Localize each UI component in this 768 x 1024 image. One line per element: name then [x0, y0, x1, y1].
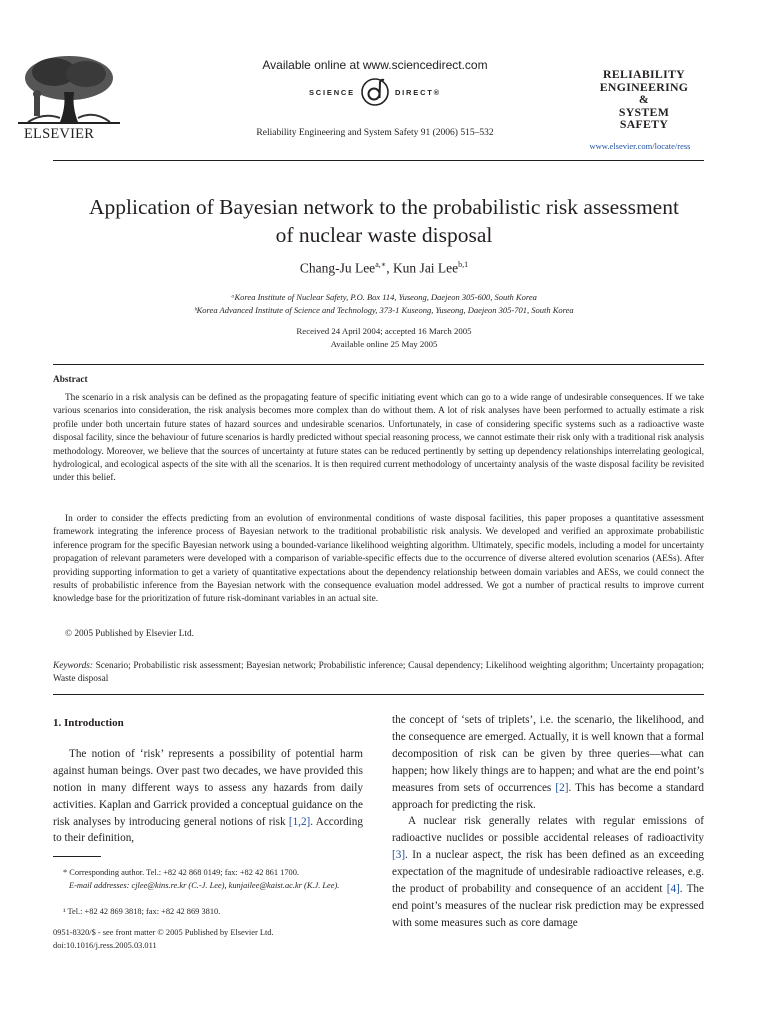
- keywords-label: Keywords:: [53, 661, 93, 671]
- intro-text: . This has become a standard approach for predicting the risk.: [392, 781, 704, 811]
- publisher-wordmark: ELSEVIER: [24, 126, 95, 142]
- keywords: [53, 660, 704, 687]
- journal-title-block: [588, 68, 700, 131]
- citation-link[interactable]: [1,2]: [288, 815, 311, 828]
- intro-text: . According to their definition,: [53, 815, 363, 845]
- footnote-email: E-mail addresses: cjlee@kins.re.kr (C.-J. Lee), kunjailee@kaist.ac.kr (K.J. Lee).: [69, 881, 340, 890]
- author-list: [60, 260, 708, 277]
- intro-paragraph-1: [53, 746, 363, 847]
- author-sup: b,1: [458, 260, 469, 269]
- intro-paragraph-1-cont: [392, 712, 704, 813]
- footnote-tel: ¹ Tel.: +82 42 869 3818; fax: +82 42 869 3810.: [63, 907, 221, 916]
- received-date: Received 24 April 2004; accepted 16 March 2005: [296, 326, 472, 336]
- elsevier-tree-logo-icon: [14, 52, 124, 124]
- affiliation-a: ᵃKorea Institute of Nuclear Safety, P.O. Box 114, Yuseong, Daejeon 305-600, South Korea: [231, 292, 537, 302]
- keywords-list: Scenario; Probabilistic risk assessment; Bayesian network; Probabilistic inference; Causal dependency; Likelihood weighting algorithm; Uncertainty propagation; Waste disposal: [53, 661, 704, 685]
- abstract-copyright: © 2005 Published by Elsevier Ltd.: [65, 629, 194, 639]
- sciencedirect-logo: [260, 75, 490, 109]
- journal-title-line: ENGINEERING: [599, 79, 689, 94]
- citation-link[interactable]: [2]: [555, 781, 569, 794]
- abstract-bottom-rule: [53, 694, 704, 695]
- journal-url-link[interactable]: www.elsevier.com/locate/ress: [589, 141, 691, 151]
- journal-title-line: SYSTEM: [618, 104, 670, 119]
- available-online-text: Available online at www.sciencedirect.com: [262, 58, 488, 72]
- citation-link[interactable]: [4]: [666, 883, 680, 896]
- intro-text: . In a nuclear aspect, the risk has been defined as an exceeding expectation of the magnitude of undesirable radioactive releases, e.g. the product of probability and consequence of an accident: [392, 849, 704, 896]
- title-line: Application of Bayesian network to the probabilistic risk assessment: [89, 195, 679, 219]
- citation-link[interactable]: [3]: [392, 849, 406, 862]
- sciencedirect-right-text: DIRECT®: [394, 87, 441, 97]
- journal-title-line: SAFETY: [619, 117, 669, 132]
- footnote-corresponding-author: * Corresponding author. Tel.: +82 42 868 0149; fax: +82 42 861 1700.: [63, 868, 299, 877]
- intro-text: the concept of ‘sets of triplets’, i.e. the scenario, the likelihood, and the consequence are emerged. Actually, it is well known that a formal decomposition of risk can be given by three queries—what can happen; how likely things are to happen; and what are the end point’s measures from sets of occurrences: [392, 714, 704, 794]
- footnote-separator: [53, 856, 101, 857]
- intro-text: A nuclear risk generally relates with regular emissions of radioactive nuclides or possible accidental releases of radioactivity: [392, 815, 704, 845]
- front-matter-issn: 0951-8320/$ - see front matter © 2005 Published by Elsevier Ltd.: [53, 928, 274, 937]
- title-line: of nuclear waste disposal: [275, 223, 493, 247]
- article-title: [60, 193, 708, 249]
- abstract-paragraph-1: The scenario in a risk analysis can be defined as the propagating feature of specific initiating event which can go to a wide range of undesirable consequences. If we take various scenarios into consideration, the risk analysis becomes more complex than do without them. A lot of risk analyses have been performed to actually estimate a risk profile under both uncertain future states of hazard sources and undesirable scenarios. Unfortunately, in case of considering specific systems such as a radioactive waste disposal facility, since the behaviour of future scenarios is hardly predicted without special reasoning process, we cannot estimate their risk only with a traditional risk analysis methodology. Moreover, we believe that the sources of uncertainty at future states can be reduced pertinently by setting up dependency relationships interrelating geological, hydrological, and ecological aspects of the site with all the scenarios. It is then required current methodology of uncertainty analysis of the waste disposal facility be revisited under this belief.: [53, 393, 704, 484]
- affiliation-b: ᵇKorea Advanced Institute of Science and Technology, 373-1 Kuseong, Yuseong, Daejeon 305-701, South Korea: [194, 305, 574, 315]
- header-rule: [53, 160, 704, 161]
- doi[interactable]: doi:10.1016/j.ress.2005.03.011: [53, 941, 157, 950]
- section-heading-introduction: 1. Introduction: [53, 717, 124, 729]
- intro-paragraph-2: [392, 813, 704, 931]
- author-sup: a,∗: [375, 260, 387, 269]
- sciencedirect-at-icon: [359, 76, 391, 108]
- journal-citation: Reliability Engineering and System Safety 91 (2006) 515–532: [256, 128, 494, 138]
- journal-title-line: &: [638, 92, 650, 107]
- abstract-paragraph-2: In order to consider the effects predicting from an evolution of environmental conditions of waste disposal facilities, this paper proposes a quantitative assessment framework integrating the inference process of Bayesian network to the traditional probabilistic risk analysis. We developed and verified an approximate probabilistic inference program for the specific Bayesian network using a bounded-variance likelihood weighting algorithm. Ultimately, specific models, including a model for uncertainty propagation of relevant parameters were developed with a comparison of variable-specific effects due to the occurrence of diverse altered evolution scenarios (AESs). After providing supporting information to get a variety of quantitative expectations about the dependency relationship between domain variables and AESs, we could connect the results of probabilistic inference from the Bayesian network with the consequence evaluation model addressed. We got a number of practical results to improve current knowledge base for the prioritization of future risk-dominant variables in an actual site.: [53, 514, 704, 605]
- abstract-heading: Abstract: [53, 375, 88, 385]
- available-date: Available online 25 May 2005: [330, 339, 438, 349]
- sciencedirect-left-text: SCIENCE: [309, 87, 355, 97]
- author-separator: ,: [386, 260, 393, 276]
- author-name[interactable]: Chang-Ju Lee: [299, 260, 376, 276]
- abstract-top-rule: [53, 364, 704, 365]
- intro-text: The notion of ‘risk’ represents a possibility of potential harm against human beings. Over past two decades, we have provided this notion in many different ways to assess any hazards from daily activities. Kaplan and Garrick provided a conceptual guidance on the risk analyses by introducing general notions of risk: [53, 747, 363, 828]
- left-column: [53, 715, 363, 847]
- intro-text: . The end point’s measures of the nuclear risk prediction may be expressed with some measures such as core damage: [392, 883, 704, 929]
- journal-title-line: RELIABILITY: [603, 67, 685, 81]
- author-name[interactable]: Kun Jai Lee: [392, 260, 459, 276]
- right-column: [392, 712, 704, 932]
